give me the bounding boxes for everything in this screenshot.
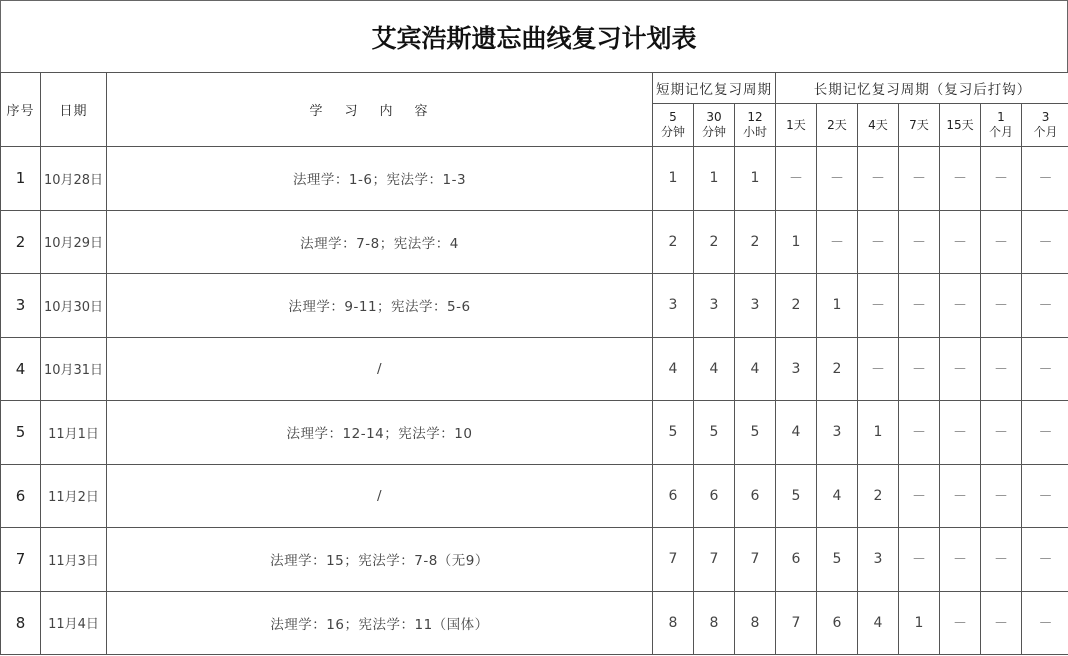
header-long-col <box>817 104 858 147</box>
long-review-cell: － <box>899 274 940 338</box>
long-review-cell: － <box>899 337 940 401</box>
short-review-cell: 8 <box>735 591 776 655</box>
table-row <box>1 210 1068 274</box>
long-review-cell: － <box>981 337 1022 401</box>
long-review-cell: － <box>858 337 899 401</box>
table-row <box>1 401 1068 465</box>
row-seq: 7 <box>1 528 41 592</box>
short-review-cell: 5 <box>694 401 735 465</box>
long-review-cell: － <box>899 464 940 528</box>
header-long-col-line1: 4天 <box>868 117 888 132</box>
row-seq: 1 <box>1 147 41 211</box>
row-seq: 8 <box>1 591 41 655</box>
short-review-cell: 8 <box>694 591 735 655</box>
header-short-group: 短期记忆复习周期 <box>653 73 776 104</box>
header-long-col-line1: 1天 <box>786 117 806 132</box>
table-row <box>1 464 1068 528</box>
row-content: 法理学：16；宪法学：11（国体） <box>107 591 653 655</box>
short-review-cell: 6 <box>653 464 694 528</box>
row-date: 11月2日 <box>41 464 107 528</box>
long-review-cell: － <box>899 528 940 592</box>
long-review-cell: － <box>981 464 1022 528</box>
header-long-col-line1: 3 <box>1041 110 1050 124</box>
short-review-cell: 4 <box>694 337 735 401</box>
row-date: 10月28日 <box>41 147 107 211</box>
header-date: 日期 <box>41 73 107 147</box>
long-review-cell: 6 <box>817 591 858 655</box>
short-review-cell: 1 <box>735 147 776 211</box>
header-long-col <box>940 104 981 147</box>
long-review-cell: － <box>899 147 940 211</box>
header-content: 学习内容 <box>107 73 653 147</box>
row-content: 法理学：9-11；宪法学：5-6 <box>107 274 653 338</box>
long-review-cell: － <box>858 210 899 274</box>
long-review-cell: － <box>899 401 940 465</box>
long-review-cell: － <box>940 210 981 274</box>
short-review-cell: 4 <box>735 337 776 401</box>
long-review-cell: － <box>776 147 817 211</box>
long-review-cell: 1 <box>899 591 940 655</box>
header-long-col <box>899 104 940 147</box>
header-long-col-line2: 个月 <box>988 125 1013 139</box>
review-table <box>0 72 1068 655</box>
row-date: 11月3日 <box>41 528 107 592</box>
table-row <box>1 591 1068 655</box>
table-row <box>1 147 1068 211</box>
row-seq: 6 <box>1 464 41 528</box>
long-review-cell: － <box>1022 274 1068 338</box>
long-review-cell: － <box>1022 147 1068 211</box>
row-date: 10月30日 <box>41 274 107 338</box>
row-content: / <box>107 464 653 528</box>
header-short-col-line1: 30 <box>706 110 722 124</box>
header-short-col-line2: 小时 <box>742 125 767 139</box>
header-long-col <box>858 104 899 147</box>
long-review-cell: － <box>1022 464 1068 528</box>
long-review-cell: 4 <box>776 401 817 465</box>
short-review-cell: 7 <box>694 528 735 592</box>
header-long-group: 长期记忆复习周期（复习后打钩） <box>776 73 1068 104</box>
short-review-cell: 5 <box>735 401 776 465</box>
header-long-col-line1: 15天 <box>946 117 974 132</box>
table-row <box>1 528 1068 592</box>
header-short-col <box>735 104 776 147</box>
header-long-col-line2: 个月 <box>1033 125 1058 139</box>
short-review-cell: 6 <box>694 464 735 528</box>
long-review-cell: － <box>981 274 1022 338</box>
short-review-cell: 5 <box>653 401 694 465</box>
header-short-col-line1: 12 <box>747 110 763 124</box>
row-content: / <box>107 337 653 401</box>
short-review-cell: 3 <box>735 274 776 338</box>
header-seq: 序号 <box>1 73 41 147</box>
short-review-cell: 6 <box>735 464 776 528</box>
header-long-col <box>981 104 1022 147</box>
row-content: 法理学：1-6；宪法学：1-3 <box>107 147 653 211</box>
long-review-cell: － <box>940 464 981 528</box>
long-review-cell: 3 <box>776 337 817 401</box>
row-seq: 4 <box>1 337 41 401</box>
short-review-cell: 2 <box>653 210 694 274</box>
long-review-cell: 5 <box>776 464 817 528</box>
header-long-col <box>776 104 817 147</box>
long-review-cell: － <box>817 210 858 274</box>
row-date: 10月31日 <box>41 337 107 401</box>
long-review-cell: 4 <box>817 464 858 528</box>
row-date: 11月4日 <box>41 591 107 655</box>
short-review-cell: 3 <box>653 274 694 338</box>
row-date: 11月1日 <box>41 401 107 465</box>
header-long-col-line1: 7天 <box>909 117 929 132</box>
long-review-cell: 3 <box>817 401 858 465</box>
long-review-cell: － <box>858 274 899 338</box>
row-seq: 5 <box>1 401 41 465</box>
short-review-cell: 1 <box>694 147 735 211</box>
short-review-cell: 3 <box>694 274 735 338</box>
long-review-cell: － <box>940 401 981 465</box>
row-seq: 2 <box>1 210 41 274</box>
long-review-cell: － <box>1022 210 1068 274</box>
short-review-cell: 2 <box>735 210 776 274</box>
header-short-col-line1: 5 <box>669 110 677 124</box>
header-short-col <box>694 104 735 147</box>
long-review-cell: － <box>940 274 981 338</box>
long-review-cell: － <box>1022 591 1068 655</box>
long-review-cell: － <box>940 147 981 211</box>
header-short-col <box>653 104 694 147</box>
row-seq: 3 <box>1 274 41 338</box>
long-review-cell: － <box>1022 401 1068 465</box>
short-review-cell: 8 <box>653 591 694 655</box>
table-row <box>1 337 1068 401</box>
long-review-cell: 2 <box>858 464 899 528</box>
short-review-cell: 7 <box>735 528 776 592</box>
long-review-cell: － <box>817 147 858 211</box>
short-review-cell: 7 <box>653 528 694 592</box>
row-content: 法理学：12-14；宪法学：10 <box>107 401 653 465</box>
long-review-cell: － <box>981 210 1022 274</box>
long-review-cell: － <box>899 210 940 274</box>
long-review-cell: 2 <box>776 274 817 338</box>
long-review-cell: － <box>940 528 981 592</box>
row-content: 法理学：7-8；宪法学：4 <box>107 210 653 274</box>
short-review-cell: 2 <box>694 210 735 274</box>
long-review-cell: 4 <box>858 591 899 655</box>
header-long-col-line1: 2天 <box>827 117 847 132</box>
header-long-col-line1: 1 <box>997 110 1005 124</box>
long-review-cell: － <box>1022 528 1068 592</box>
long-review-cell: － <box>981 528 1022 592</box>
long-review-cell: － <box>981 591 1022 655</box>
long-review-cell: 3 <box>858 528 899 592</box>
row-date: 10月29日 <box>41 210 107 274</box>
long-review-cell: － <box>981 147 1022 211</box>
short-review-cell: 1 <box>653 147 694 211</box>
long-review-cell: 1 <box>776 210 817 274</box>
header-long-col <box>1022 104 1068 147</box>
row-content: 法理学：15；宪法学：7-8（无9） <box>107 528 653 592</box>
short-review-cell: 4 <box>653 337 694 401</box>
header-short-col-line2: 分钟 <box>701 125 726 139</box>
long-review-cell: 2 <box>817 337 858 401</box>
long-review-cell: － <box>940 591 981 655</box>
long-review-cell: － <box>981 401 1022 465</box>
long-review-cell: － <box>940 337 981 401</box>
table-body <box>1 147 1068 655</box>
table-row <box>1 274 1068 338</box>
long-review-cell: 7 <box>776 591 817 655</box>
long-review-cell: 5 <box>817 528 858 592</box>
long-review-cell: － <box>858 147 899 211</box>
long-review-cell: － <box>1022 337 1068 401</box>
long-review-cell: 1 <box>858 401 899 465</box>
sheet-title: 艾宾浩斯遗忘曲线复习计划表 <box>0 0 1068 72</box>
long-review-cell: 6 <box>776 528 817 592</box>
header-short-col-line2: 分钟 <box>660 125 685 139</box>
long-review-cell: 1 <box>817 274 858 338</box>
